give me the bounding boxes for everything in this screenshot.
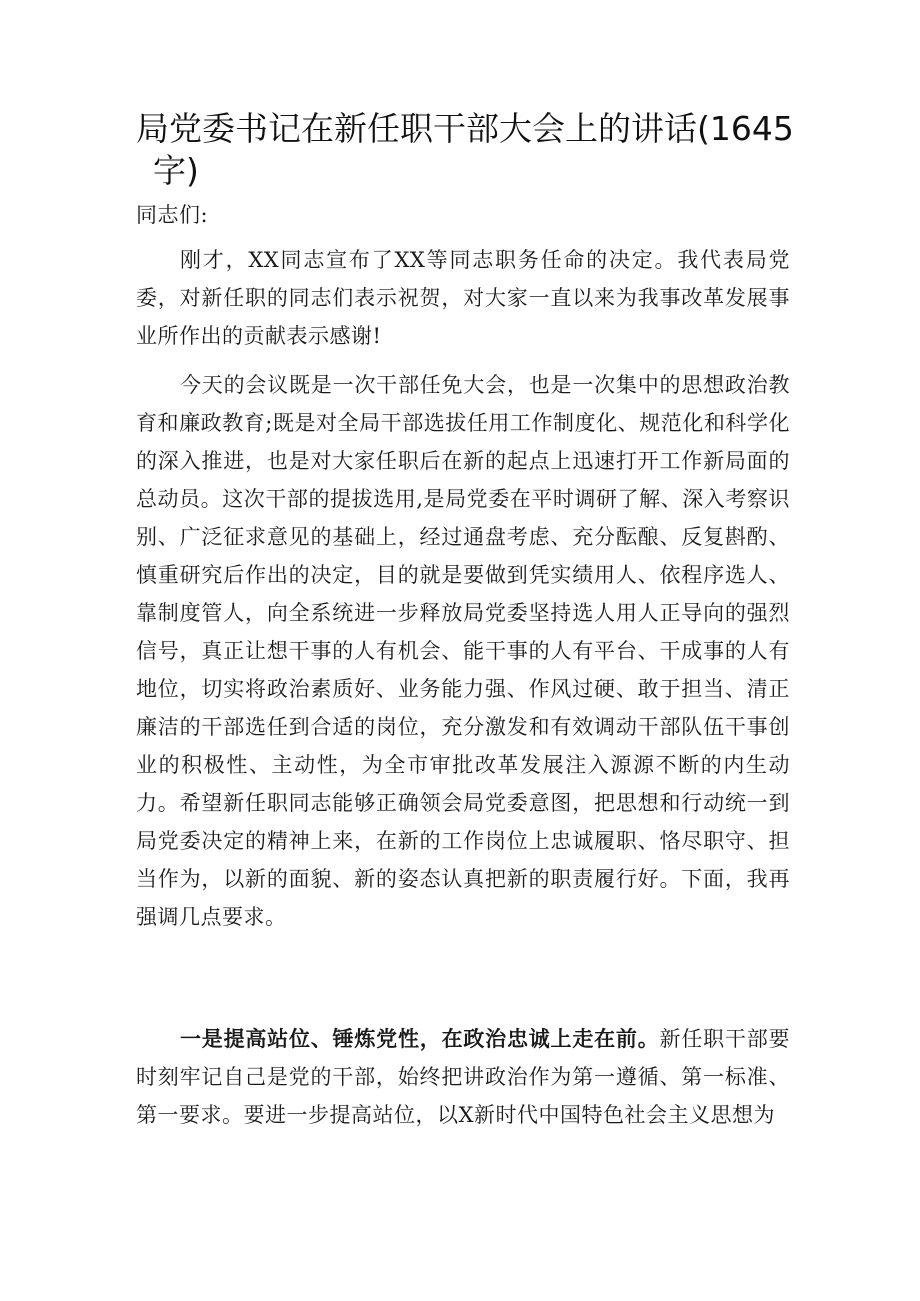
- document-title: [136, 108, 796, 192]
- greeting: 同志们:: [136, 203, 209, 227]
- paragraph-1: 刚才，XX同志宣布了XX等同志职务任命的决定。我代表局党委，对新任职的同志们表示祝贺，对大家一直以来为我事改革发展事业所作出的贡献表示感谢!: [136, 248, 790, 348]
- paragraph-3: [136, 1020, 790, 1134]
- paragraph-2: 今天的会议既是一次干部任免大会，也是一次集中的思想政治教育和廉政教育;既是对全局干部选拔任用工作制度化、规范化和科学化的深入推进，也是对大家任职后在新的起点上迅速打开工作新局面的总动员。这次干部的提拔选用,是局党委在平时调研了解、深入考察识别、广泛征求意见的基础上，经过通盘考虑、充分酝酿、反复斟酌、慎重研究后作出的决定，目的就是要做到凭实绩用人、依程序选人、靠制度管人，向全系统进一步释放局党委坚持选人用人正导向的强烈信号，真正让想干事的人有机会、能干事的人有平台、干成事的人有地位，切实将政治素质好、业务能力强、作风过硬、敢于担当、清正廉洁的干部选任到合适的岗位，充分激发和有效调动干部队伍干事创业的积极性、主动性，为全市审批改革发展注入源源不断的内生动力。希望新任职同志能够正确领会局党委意图，把思想和行动统一到局党委决定的精神上来，在新的工作岗位上忠诚履职、恪尽职守、担当作为，以新的面貌、新的姿态认真把新的职责履行好。下面，我再强调几点要求。: [136, 373, 790, 929]
- paragraph-3-text: 新任职干部要时刻牢记自己是党的干部，始终把讲政治作为第一遵循、第一标准、第一要求。要进一步提高站位，以X新时代中国特色社会主义思想为: [136, 1027, 791, 1127]
- title-line-2: 字): [153, 151, 199, 190]
- title-line-1: 局党委书记在新任职干部大会上的讲话(1645: [136, 109, 794, 148]
- paragraph-3-lead: 一是提高站位、锤炼党性，在政治忠诚上走在前。: [180, 1027, 660, 1051]
